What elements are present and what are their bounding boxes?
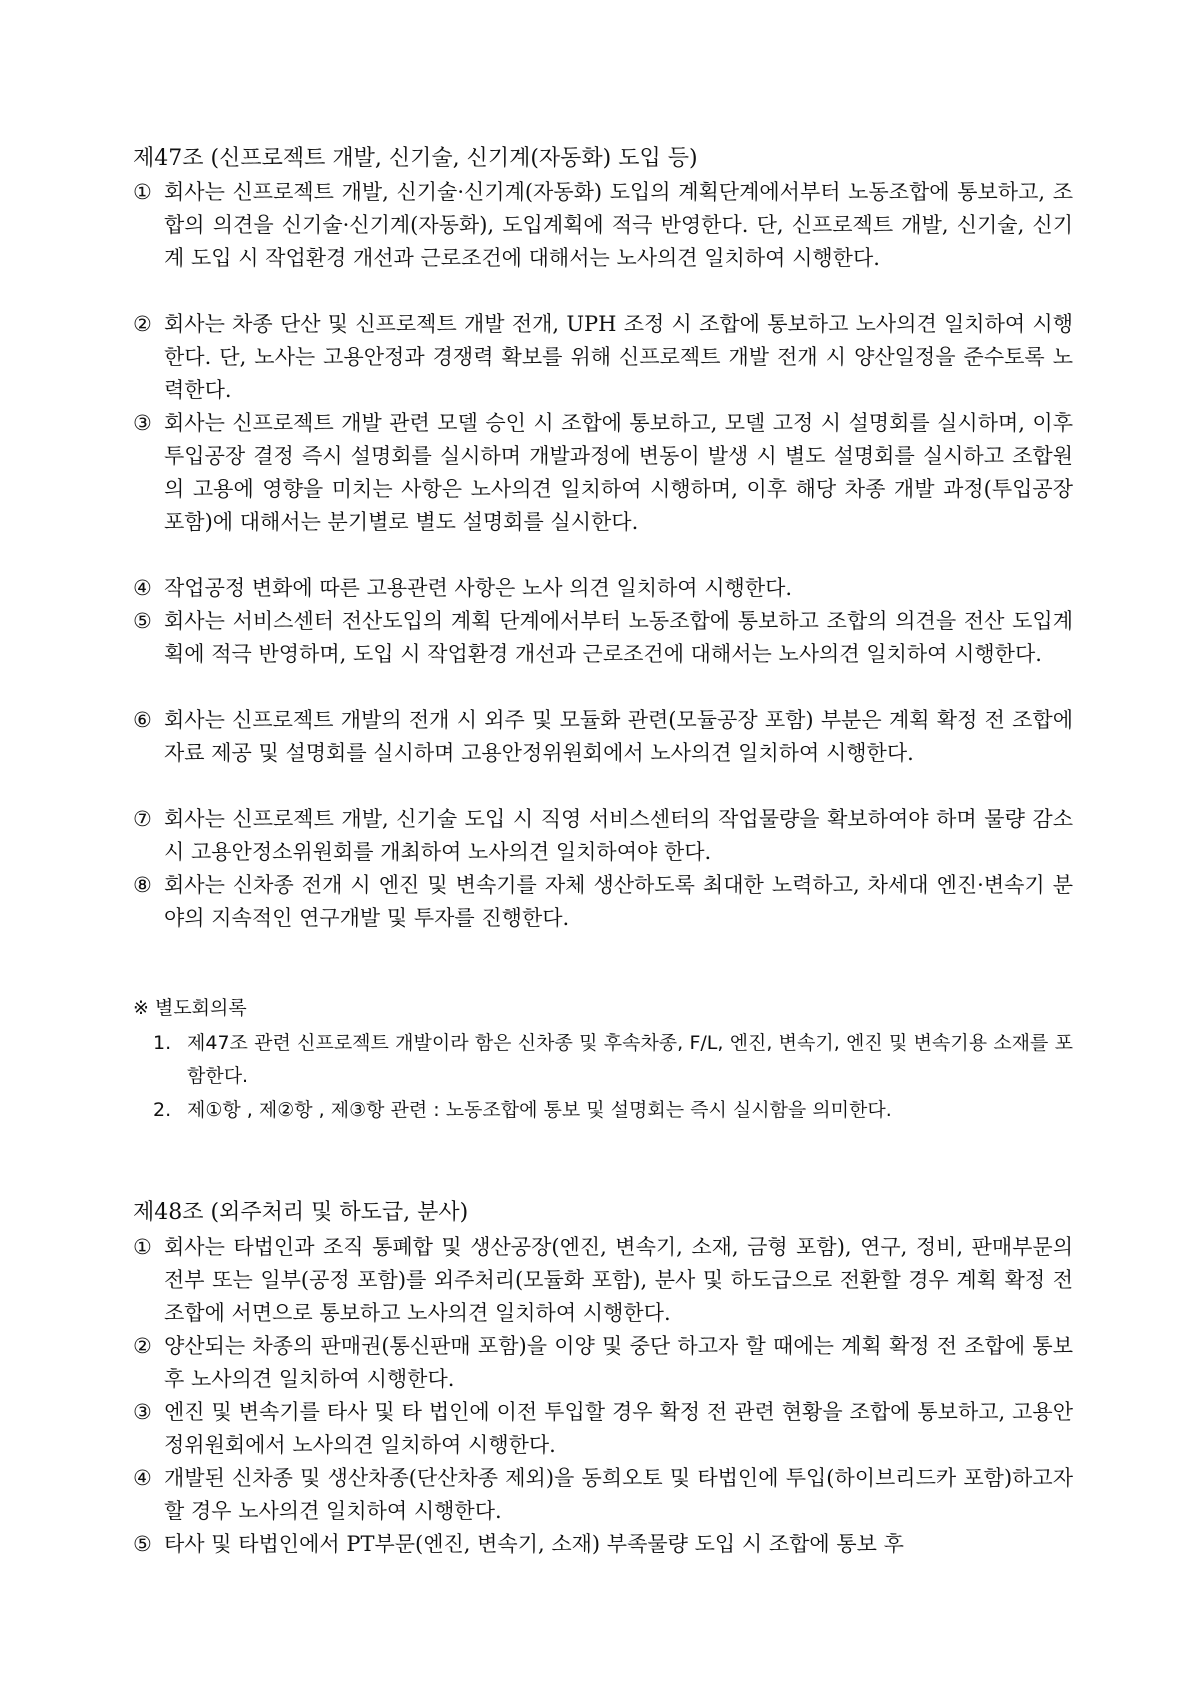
clause-number: ③ <box>133 1400 152 1424</box>
article-47-clause-2 <box>133 308 1073 407</box>
clause-number: ③ <box>133 411 152 435</box>
minutes-item-text: 제47조 관련 신프로젝트 개발이라 함은 신차종 및 후속차종, F/L, 엔진, 변속기, 엔진 및 변속기용 소재를 포함한다. <box>187 1032 1073 1087</box>
minutes-item-1 <box>153 1027 1073 1093</box>
minutes-item-number: 2. <box>153 1099 172 1121</box>
article-48-clause-4 <box>133 1462 1073 1528</box>
clause-number: ⑦ <box>133 807 152 831</box>
clause-text: 양산되는 차종의 판매권(통신판매 포함)을 이양 및 중단 하고자 할 때에는 계획 확정 전 조합에 통보 후 노사의견 일치하여 시행한다. <box>164 1334 1073 1391</box>
article-47-title: 제47조 (신프로젝트 개발, 신기술, 신기계(자동화) 도입 등) <box>133 146 698 171</box>
article-47-clause-4 <box>133 572 1073 605</box>
clause-number: ① <box>133 1235 152 1259</box>
article-48-clause-5 <box>133 1528 1073 1561</box>
minutes-item-text: 제①항 , 제②항 , 제③항 관련 : 노동조합에 통보 및 설명회는 즉시 실시함을 의미한다. <box>187 1099 892 1121</box>
article-48-clause-3 <box>133 1396 1073 1462</box>
clause-text: 회사는 서비스센터 전산도입의 계획 단계에서부터 노동조합에 통보하고 조합의 의견을 전산 도입계획에 적극 반영하며, 도입 시 작업환경 개선과 근로조건에 대해서는 노사의견 일치하여 시행한다. <box>164 609 1073 666</box>
clause-number: ④ <box>133 1466 152 1490</box>
clause-text: 회사는 차종 단산 및 신프로젝트 개발 전개, UPH 조정 시 조합에 통보하고 노사의견 일치하여 시행한다. 단, 노사는 고용안정과 경쟁력 확보를 위해 신프로젝트 개발 전개 시 양산일정을 준수토록 노력한다. <box>164 312 1073 402</box>
clause-text: 작업공정 변화에 따른 고용관련 사항은 노사 의견 일치하여 시행한다. <box>164 576 793 600</box>
article-47-clause-7 <box>133 803 1073 869</box>
clause-text: 회사는 신프로젝트 개발, 신기술·신기계(자동화) 도입의 계획단계에서부터 노동조합에 통보하고, 조합의 의견을 신기술·신기계(자동화), 도입계획에 적극 반영한다. 단, 신프로젝트 개발, 신기술, 신기계 도입 시 작업환경 개선과 근로조건에 대해서는 노사의견 일치하여 시행한다. <box>164 180 1073 270</box>
clause-number: ② <box>133 1334 152 1358</box>
minutes-heading: ※ 별도회의록 <box>133 997 247 1019</box>
clause-text: 타사 및 타법인에서 PT부문(엔진, 변속기, 소재) 부족물량 도입 시 조합에 통보 후 <box>164 1532 904 1556</box>
article-47-clause-3 <box>133 407 1073 539</box>
article-47-clause-5 <box>133 605 1073 671</box>
article-47-clause-6 <box>133 704 1073 770</box>
clause-number: ⑤ <box>133 1532 152 1556</box>
article-48-title: 제48조 (외주처리 및 하도급, 분사) <box>133 1200 469 1225</box>
clause-text: 회사는 신프로젝트 개발, 신기술 도입 시 직영 서비스센터의 작업물량을 확보하여야 하며 물량 감소 시 고용안정소위원회를 개최하여 노사의견 일치하여야 한다. <box>164 807 1073 864</box>
clause-number: ⑥ <box>133 708 152 732</box>
article-48-clause-2 <box>133 1330 1073 1396</box>
clause-text: 회사는 신프로젝트 개발 관련 모델 승인 시 조합에 통보하고, 모델 고정 시 설명회를 실시하며, 이후 투입공장 결정 즉시 설명회를 실시하며 개발과정에 변동이 발생 시 별도 설명회를 실시하고 조합원의 고용에 영향을 미치는 사항은 노사의견 일치하여 시행하며, 이후 해당 차종 개발 과정(투입공장 포함)에 대해서는 분기별로 별도 설명회를 실시한다. <box>164 411 1073 534</box>
article-48-clause-1 <box>133 1231 1073 1330</box>
minutes-item-2 <box>153 1094 1073 1127</box>
clause-number: ④ <box>133 576 152 600</box>
clause-number: ① <box>133 180 152 204</box>
clause-text: 회사는 타법인과 조직 통폐합 및 생산공장(엔진, 변속기, 소재, 금형 포함), 연구, 정비, 판매부문의 전부 또는 일부(공정 포함)를 외주처리(모듈화 포함), 분사 및 하도급으로 전환할 경우 계획 확정 전 조합에 서면으로 통보하고 노사의견 일치하여 시행한다. <box>164 1235 1073 1325</box>
article-47-clause-8 <box>133 869 1073 935</box>
clause-text: 개발된 신차종 및 생산차종(단산차종 제외)을 동희오토 및 타법인에 투입(하이브리드카 포함)하고자 할 경우 노사의견 일치하여 시행한다. <box>164 1466 1073 1523</box>
clause-text: 엔진 및 변속기를 타사 및 타 법인에 이전 투입할 경우 확정 전 관련 현황을 조합에 통보하고, 고용안정위원회에서 노사의견 일치하여 시행한다. <box>164 1400 1073 1457</box>
minutes-item-number: 1. <box>153 1032 172 1054</box>
article-47-clause-1 <box>133 176 1073 275</box>
clause-number: ② <box>133 312 152 336</box>
clause-number: ⑤ <box>133 609 152 633</box>
clause-text: 회사는 신프로젝트 개발의 전개 시 외주 및 모듈화 관련(모듈공장 포함) 부분은 계획 확정 전 조합에 자료 제공 및 설명회를 실시하며 고용안정위원회에서 노사의견 일치하여 시행한다. <box>164 708 1073 765</box>
clause-text: 회사는 신차종 전개 시 엔진 및 변속기를 자체 생산하도록 최대한 노력하고, 차세대 엔진·변속기 분야의 지속적인 연구개발 및 투자를 진행한다. <box>164 873 1073 930</box>
clause-number: ⑧ <box>133 873 152 897</box>
